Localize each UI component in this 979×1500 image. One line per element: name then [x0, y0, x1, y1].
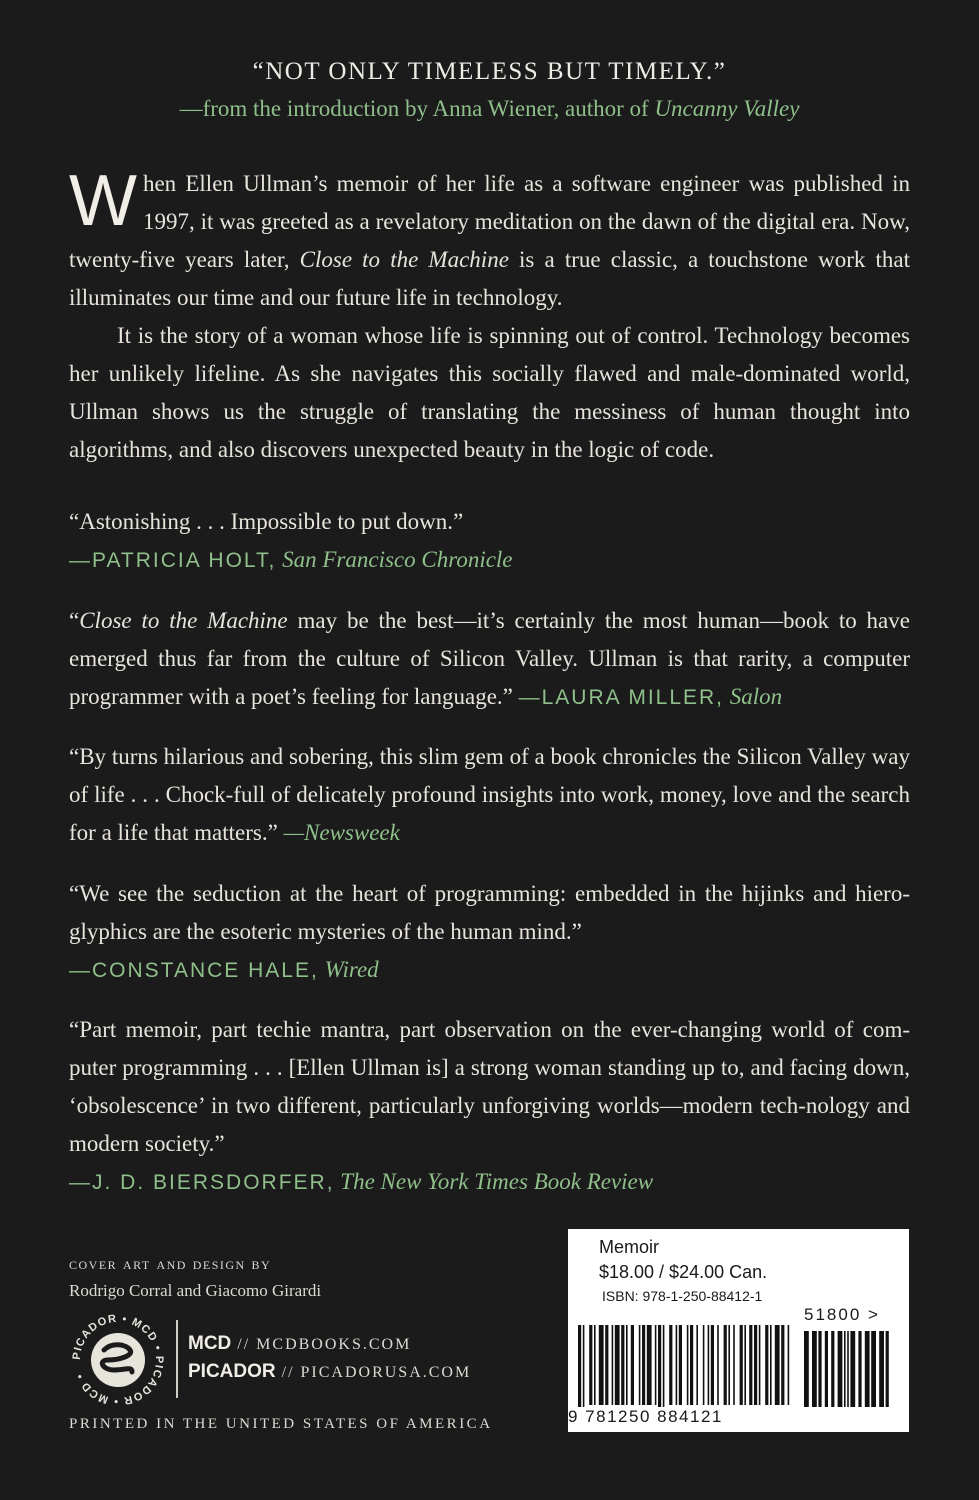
review-text: “We see the seduction at the heart of programming: embedded in the hijinks and hiero-glyphics are the esoteric mysteries of the human mind.” — [69, 881, 910, 944]
description-paragraph-1: When Ellen Ullman’s memoir of her life as a software engineer was published in 1997, it was greeted as a revelatory meditation on the dawn of the digital era. Now, twenty-five years later, Close to the Machine is a true classic, a touchstone work that illuminates our time and our future life in technology. — [69, 161, 910, 310]
imprint-mcd: MCD // MCDBOOKS.COM — [188, 1333, 412, 1354]
imprint-picador: PICADOR // PICADORUSA.COM — [188, 1361, 472, 1382]
genre-label: Memoir — [599, 1237, 660, 1257]
review-3: “By turns hilarious and sobering, this slim gem of a book chronicles the Silicon Valley way of life . . . Chock-full of delicately profound insights into work, money, love and the search for a life that matters.” —Newsweek — [69, 744, 910, 845]
picador-mcd-seal-icon — [68, 1310, 168, 1410]
review-1 — [69, 503, 910, 580]
publisher-divider — [176, 1320, 178, 1398]
book-description — [69, 161, 910, 469]
headline-attribution: —from the introduction by Anna Wiener, author of Uncanny Valley — [179, 96, 800, 121]
description-paragraph-2: It is the story of a woman whose life is spinning out of control. Technology becomes her unlikely lifeline. As she navigates this socially flawed and male-dominated world, Ullman shows us the struggle of translating the messiness of human thought into algorithms, and also discovers unexpected beauty in the logic of code. — [69, 323, 910, 462]
headline-quote: “NOT ONLY TIMELESS BUT TIMELY.” — [252, 58, 727, 85]
isbn-label: ISBN: 978-1-250-88412-1 — [602, 1288, 763, 1304]
svg-text:PICADOR • MCD • PICADOR • MCD: PICADOR • MCD • PICADOR • MCD • — [70, 1312, 166, 1408]
credits-label: cover art and design by — [69, 1254, 272, 1273]
barcode-panel — [568, 1229, 909, 1432]
cover-credits — [69, 1250, 321, 1304]
price-label: $18.00 / $24.00 Can. — [599, 1262, 768, 1282]
review-text: “Astonishing . . . Impossible to put down.” — [69, 509, 464, 534]
drop-cap: W — [69, 161, 137, 241]
review-attribution: —CONSTANCE HALE, Wired — [69, 957, 379, 982]
barcode-addon: 51800 > — [804, 1305, 880, 1324]
review-5 — [69, 1011, 910, 1202]
review-attribution: —J. D. BIERSDORFER, The New York Times Book Review — [69, 1169, 654, 1194]
attribution-book-title: Uncanny Valley — [654, 96, 800, 121]
review-4 — [69, 875, 910, 990]
publisher-imprints — [188, 1330, 471, 1386]
credits-names: Rodrigo Corral and Giacomo Girardi — [69, 1281, 322, 1300]
barcode-number: 9 781250 884121 — [568, 1407, 723, 1426]
review-attribution: —LAURA MILLER, Salon — [518, 684, 783, 709]
review-attribution: —Newsweek — [283, 820, 400, 845]
review-2: “Close to the Machine may be the best—it’s certainly the most human—book to have emerged thus far from the culture of Silicon Valley. Ullman is that rarity, a computer programmer with a poet’s feeling for language.” —LAURA MILLER, Salon — [69, 608, 910, 709]
book-title: Close to the Machine — [299, 247, 509, 272]
review-text: “Part memoir, part techie mantra, part observation on the ever-changing world of com-puter programming . . . [Ellen Ullman is] a strong woman standing up to, and facing down, ‘obsolescence’ in two different, particularly unforgiving worlds—modern tech-nology and modern society.” — [69, 1017, 910, 1156]
printed-notice: PRINTED IN THE UNITED STATES OF AMERICA — [69, 1416, 493, 1432]
book-title: Close to the Machine — [79, 608, 288, 633]
review-attribution: —PATRICIA HOLT, San Francisco Chronicle — [69, 547, 513, 572]
